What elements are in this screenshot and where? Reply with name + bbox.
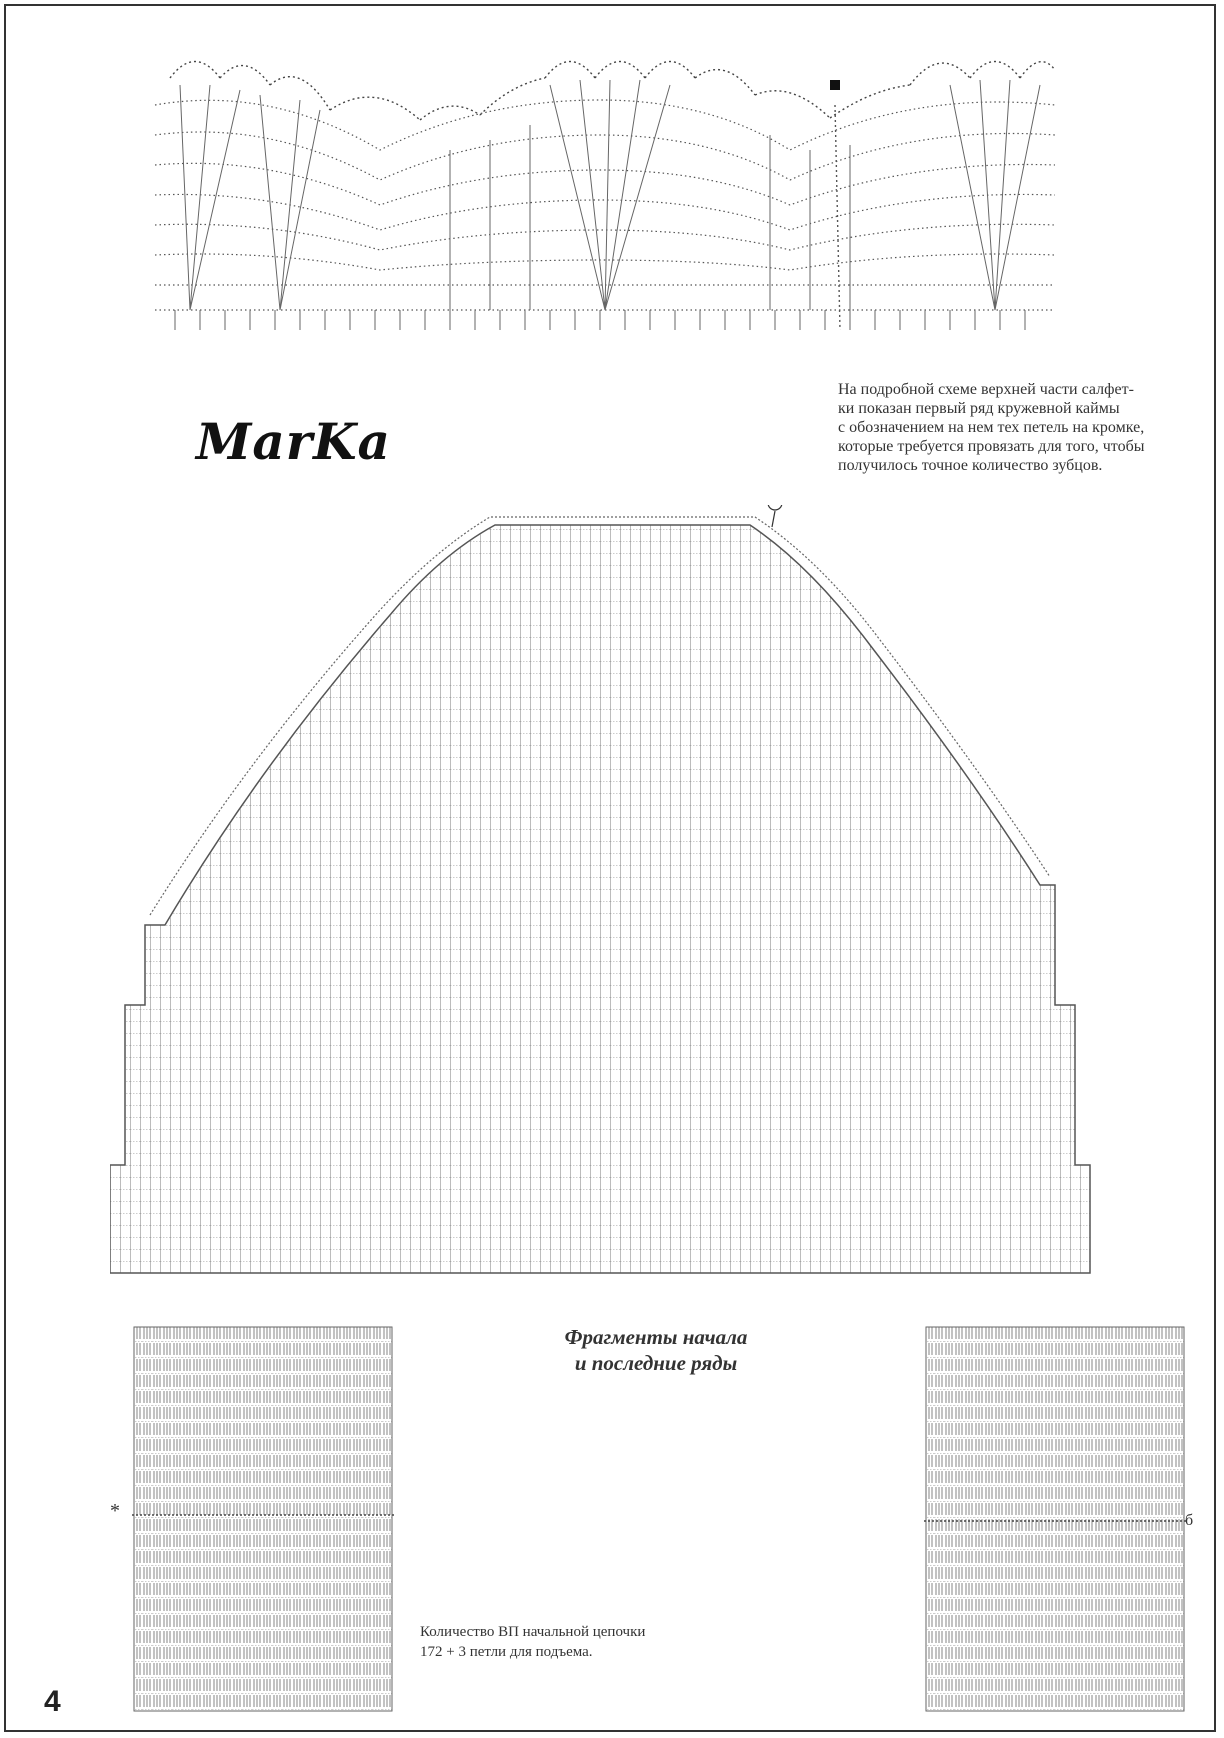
lace-fan-lines [180, 80, 1040, 310]
chain-count-note: Количество ВП начальной цепочки 172 + 3 петли для подъема. [420, 1624, 646, 1660]
fragment-start-chart [132, 1325, 394, 1713]
lace-border-chart [150, 40, 1070, 370]
main-filet-chart [110, 505, 1110, 1275]
chart-note: На подробной схеме верхней части салфет- ки показан первый ряд кружевной каймы с обозначением на нем тех петель на кромке, которые требуется провязать для того, чтобы получилось точное количество зубцов. [838, 381, 1145, 474]
lace-scallops [170, 62, 1055, 121]
lace-base-stitches [175, 310, 1025, 330]
b-marker: б [1185, 1512, 1194, 1529]
fragments-caption-line2: и последние ряды [574, 1351, 738, 1375]
end-marker-circled-minus-icon [768, 505, 782, 527]
start-marker-square-icon [830, 80, 840, 90]
start-marker-path [835, 105, 840, 330]
star-marker: * [110, 1500, 120, 1522]
page-number: 4 [44, 1685, 61, 1718]
filet-mesh [110, 505, 1110, 1275]
fragments-caption-line1: Фрагменты начала [564, 1325, 748, 1349]
fragments-caption [520, 1324, 792, 1376]
fragment-end-chart [924, 1325, 1186, 1713]
signature: MarKa [196, 412, 391, 471]
